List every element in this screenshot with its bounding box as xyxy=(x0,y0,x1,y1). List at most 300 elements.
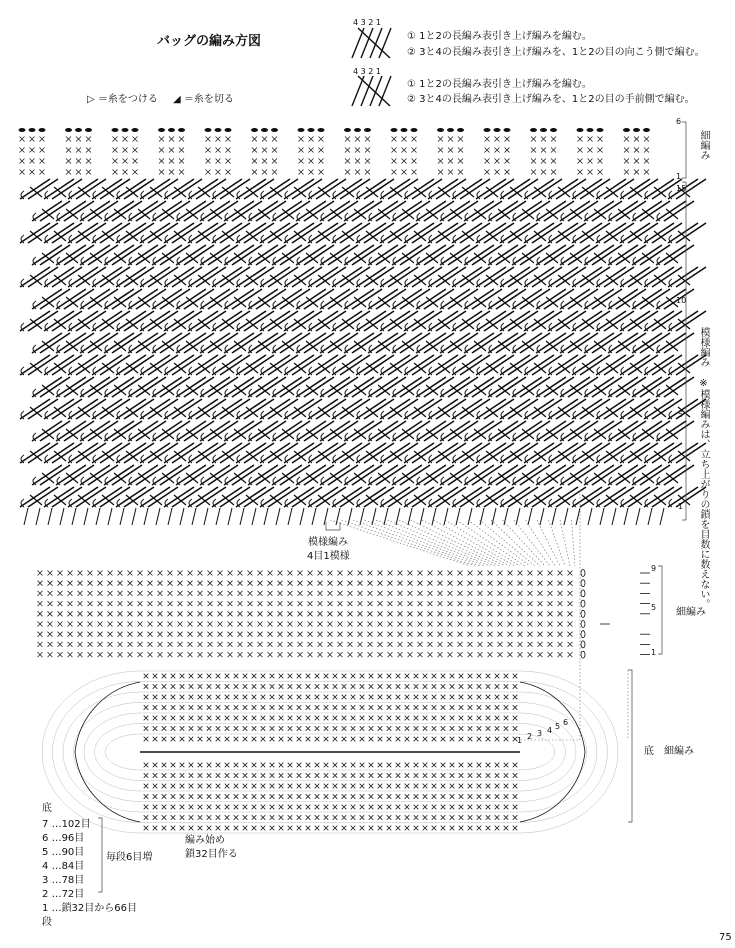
sc-stitch xyxy=(477,763,482,768)
sc-stitch xyxy=(48,601,53,606)
sc-stitch xyxy=(207,815,212,820)
sc-stitch xyxy=(360,794,365,799)
sc-stitch xyxy=(123,148,128,153)
sc-stitch xyxy=(518,601,523,606)
sc-stitch xyxy=(118,652,123,657)
sc-stitch xyxy=(428,601,433,606)
sc-stitch xyxy=(498,601,503,606)
cable-post xyxy=(656,245,686,265)
sc-stitch xyxy=(508,611,513,616)
base-post xyxy=(528,508,532,525)
sc-stitch xyxy=(252,726,257,731)
sc-stitch xyxy=(88,652,93,657)
side-row-number: 5 xyxy=(651,603,657,612)
sc-stitch xyxy=(388,571,393,576)
sc-stitch xyxy=(387,726,392,731)
round-row: 2 …72目 xyxy=(42,889,85,900)
sc-stitch xyxy=(299,159,304,164)
sc-stitch xyxy=(477,705,482,710)
sc-stitch xyxy=(548,622,553,627)
sc-stitch xyxy=(138,632,143,637)
sc-stitch xyxy=(216,716,221,721)
sc-stitch xyxy=(387,763,392,768)
sc-stitch xyxy=(498,581,503,586)
base-post xyxy=(264,508,268,525)
sc-stitch xyxy=(198,826,203,831)
sc-stitch xyxy=(98,642,103,647)
sc-stitch xyxy=(188,632,193,637)
sc-stitch xyxy=(144,763,149,768)
sc-stitch xyxy=(261,695,266,700)
sc-stitch xyxy=(188,611,193,616)
sc-stitch xyxy=(198,815,203,820)
chain-stitch xyxy=(19,128,26,132)
sc-stitch xyxy=(248,622,253,627)
sc-stitch xyxy=(306,763,311,768)
sc-stitch xyxy=(448,622,453,627)
sc-stitch xyxy=(78,652,83,657)
sc-stitch xyxy=(441,763,446,768)
sc-stitch xyxy=(38,642,43,647)
base-post xyxy=(384,508,388,525)
sc-stitch xyxy=(378,784,383,789)
sc-stitch xyxy=(208,591,213,596)
sc-stitch xyxy=(198,581,203,586)
sc-stitch xyxy=(378,684,383,689)
sc-stitch xyxy=(513,726,518,731)
sc-stitch xyxy=(388,611,393,616)
side-row-number: 1 xyxy=(651,648,657,657)
sc-stitch xyxy=(360,716,365,721)
sc-stitch xyxy=(368,652,373,657)
sc-stitch xyxy=(369,815,374,820)
chain-stitch xyxy=(457,128,464,132)
sc-stitch xyxy=(348,632,353,637)
sc-stitch xyxy=(198,674,203,679)
sc-stitch xyxy=(531,170,536,175)
sc-stitch xyxy=(318,601,323,606)
sc-stitch xyxy=(333,805,338,810)
sc-stitch xyxy=(158,581,163,586)
sc-stitch xyxy=(358,622,363,627)
sc-stitch xyxy=(459,805,464,810)
sc-stitch xyxy=(128,571,133,576)
sc-stitch xyxy=(243,705,248,710)
sc-stitch xyxy=(478,622,483,627)
sc-stitch xyxy=(477,716,482,721)
sc-stitch xyxy=(551,137,556,142)
sc-stitch xyxy=(378,642,383,647)
sc-stitch xyxy=(144,805,149,810)
sc-stitch xyxy=(531,148,536,153)
sc-stitch xyxy=(216,805,221,810)
sc-stitch xyxy=(306,773,311,778)
sc-stitch xyxy=(118,622,123,627)
sc-stitch xyxy=(504,815,509,820)
sc-stitch xyxy=(513,784,518,789)
sc-stitch xyxy=(342,737,347,742)
sc-stitch xyxy=(405,705,410,710)
sc-stitch xyxy=(528,632,533,637)
sc-stitch xyxy=(498,652,503,657)
base-post xyxy=(600,508,604,525)
sc-stitch xyxy=(504,695,509,700)
sc-stitch xyxy=(392,137,397,142)
base-post xyxy=(228,508,232,525)
sc-stitch xyxy=(189,726,194,731)
turning-chain xyxy=(581,570,585,577)
sc-stitch xyxy=(324,826,329,831)
sc-stitch xyxy=(288,642,293,647)
sc-stitch xyxy=(428,622,433,627)
sc-stitch xyxy=(248,591,253,596)
sc-stitch xyxy=(387,705,392,710)
sc-stitch xyxy=(360,815,365,820)
sc-stitch xyxy=(348,591,353,596)
sc-stitch xyxy=(66,137,71,142)
sc-stitch xyxy=(159,159,164,164)
sc-stitch xyxy=(278,611,283,616)
sc-stitch xyxy=(328,622,333,627)
sc-stitch xyxy=(369,726,374,731)
sc-stitch xyxy=(278,591,283,596)
sc-stitch xyxy=(438,591,443,596)
sc-stitch xyxy=(398,652,403,657)
sc-stitch xyxy=(261,815,266,820)
sc-stitch xyxy=(48,581,53,586)
sc-stitch xyxy=(279,737,284,742)
sc-stitch xyxy=(459,826,464,831)
sc-stitch xyxy=(450,805,455,810)
sc-stitch xyxy=(98,632,103,637)
sc-stitch xyxy=(396,784,401,789)
sc-stitch xyxy=(228,601,233,606)
sc-stitch xyxy=(108,591,113,596)
sc-stitch xyxy=(438,170,443,175)
sc-stitch xyxy=(297,815,302,820)
sc-stitch xyxy=(315,826,320,831)
sc-stitch xyxy=(408,571,413,576)
sc-stitch xyxy=(541,148,546,153)
sc-stitch xyxy=(360,684,365,689)
guide-line xyxy=(399,520,500,566)
sc-stitch xyxy=(252,737,257,742)
sc-stitch xyxy=(468,784,473,789)
chain-stitch xyxy=(391,128,398,132)
sc-stitch xyxy=(297,737,302,742)
sc-stitch xyxy=(328,601,333,606)
sc-stitch xyxy=(338,611,343,616)
sc-stitch xyxy=(508,622,513,627)
sc-stitch xyxy=(226,148,231,153)
sc-stitch xyxy=(315,763,320,768)
sc-stitch xyxy=(387,737,392,742)
sc-stitch xyxy=(504,716,509,721)
sc-stitch xyxy=(418,611,423,616)
sc-stitch xyxy=(488,601,493,606)
guide-line xyxy=(342,520,476,566)
guide-line xyxy=(330,520,470,566)
sc-stitch xyxy=(144,737,149,742)
sc-stitch xyxy=(369,784,374,789)
sc-stitch xyxy=(148,622,153,627)
sc-stitch xyxy=(298,591,303,596)
sc-stitch xyxy=(270,826,275,831)
sc-stitch xyxy=(498,571,503,576)
sc-stitch xyxy=(548,591,553,596)
sc-stitch xyxy=(518,581,523,586)
sc-stitch xyxy=(153,784,158,789)
round-row: 6 …96目 xyxy=(42,833,85,844)
turning-chain xyxy=(581,590,585,597)
base-post xyxy=(564,508,568,525)
sc-stitch xyxy=(270,794,275,799)
sc-stitch xyxy=(153,815,158,820)
sc-stitch xyxy=(508,601,513,606)
sc-stitch xyxy=(297,805,302,810)
chain-stitch xyxy=(530,128,537,132)
sc-stitch xyxy=(365,148,370,153)
sc-stitch xyxy=(378,726,383,731)
sc-stitch xyxy=(68,581,73,586)
sc-stitch xyxy=(58,581,63,586)
top-sc-label: 細編み xyxy=(698,130,709,160)
sc-stitch xyxy=(459,763,464,768)
sc-stitch xyxy=(448,137,453,142)
sc-stitch xyxy=(118,601,123,606)
sc-stitch xyxy=(358,601,363,606)
sc-stitch xyxy=(243,773,248,778)
sc-stitch xyxy=(405,716,410,721)
sc-stitch xyxy=(468,611,473,616)
sc-stitch xyxy=(207,805,212,810)
sc-stitch xyxy=(412,137,417,142)
sc-stitch xyxy=(68,632,73,637)
increase-note: 毎段6目増 xyxy=(106,852,153,863)
round-number: 1 xyxy=(517,736,523,745)
sc-stitch xyxy=(450,716,455,721)
base-post xyxy=(204,508,208,525)
sc-stitch xyxy=(234,705,239,710)
sc-stitch xyxy=(568,571,573,576)
sc-stitch xyxy=(504,805,509,810)
sc-stitch xyxy=(171,737,176,742)
sc-stitch xyxy=(319,137,324,142)
sc-stitch xyxy=(392,159,397,164)
sc-stitch xyxy=(270,763,275,768)
sc-stitch xyxy=(278,632,283,637)
sc-stitch xyxy=(459,705,464,710)
sc-stitch xyxy=(270,784,275,789)
sc-stitch xyxy=(216,794,221,799)
sc-stitch xyxy=(98,652,103,657)
row-number: 15 xyxy=(676,184,687,193)
sc-stitch xyxy=(158,622,163,627)
cable-post xyxy=(668,223,698,243)
sc-stitch xyxy=(258,611,263,616)
sc-stitch xyxy=(388,591,393,596)
sc-stitch xyxy=(450,726,455,731)
sc-stitch xyxy=(315,695,320,700)
sc-stitch xyxy=(158,611,163,616)
sc-stitch xyxy=(498,591,503,596)
sc-stitch xyxy=(188,591,193,596)
sc-stitch xyxy=(624,137,629,142)
sc-stitch xyxy=(272,137,277,142)
sc-stitch xyxy=(225,684,230,689)
sc-stitch xyxy=(459,716,464,721)
start-label: 編み始め xyxy=(185,835,225,846)
sc-stitch xyxy=(279,674,284,679)
sc-stitch xyxy=(324,773,329,778)
sc-stitch xyxy=(548,601,553,606)
sc-stitch xyxy=(128,622,133,627)
sc-stitch xyxy=(315,773,320,778)
sc-stitch xyxy=(414,705,419,710)
sc-stitch xyxy=(178,581,183,586)
sc-stitch xyxy=(243,826,248,831)
sc-stitch xyxy=(504,726,509,731)
sc-stitch xyxy=(486,716,491,721)
sc-stitch xyxy=(297,674,302,679)
sc-stitch xyxy=(342,784,347,789)
sc-stitch xyxy=(279,726,284,731)
sc-stitch xyxy=(128,581,133,586)
sc-stitch xyxy=(360,763,365,768)
sc-stitch xyxy=(40,148,45,153)
sc-stitch xyxy=(458,611,463,616)
sc-stitch xyxy=(333,705,338,710)
sc-stitch xyxy=(408,642,413,647)
sc-stitch xyxy=(432,826,437,831)
sc-stitch xyxy=(387,815,392,820)
sc-stitch xyxy=(423,695,428,700)
sc-stitch xyxy=(468,652,473,657)
sc-stitch xyxy=(423,684,428,689)
sc-stitch xyxy=(396,684,401,689)
sc-stitch xyxy=(308,652,313,657)
sc-stitch xyxy=(288,632,293,637)
sc-stitch xyxy=(216,159,221,164)
sc-stitch xyxy=(268,652,273,657)
sc-stitch xyxy=(324,705,329,710)
sc-stitch xyxy=(441,815,446,820)
round-number: 2 xyxy=(527,732,533,741)
symbol-back-numbers: 4 3 2 1 xyxy=(353,67,381,76)
sc-stitch xyxy=(138,652,143,657)
sc-stitch xyxy=(68,652,73,657)
sc-stitch xyxy=(188,652,193,657)
sc-stitch xyxy=(448,642,453,647)
sc-stitch xyxy=(128,611,133,616)
sc-stitch xyxy=(423,737,428,742)
sc-stitch xyxy=(495,170,500,175)
sc-stitch xyxy=(252,773,257,778)
cable-post xyxy=(668,311,698,331)
sc-stitch xyxy=(405,815,410,820)
sc-stitch xyxy=(333,737,338,742)
sc-stitch xyxy=(261,716,266,721)
sc-stitch xyxy=(528,581,533,586)
sc-stitch xyxy=(234,726,239,731)
sc-stitch xyxy=(568,652,573,657)
sc-stitch xyxy=(498,642,503,647)
sc-stitch xyxy=(234,737,239,742)
sc-stitch xyxy=(342,695,347,700)
sc-stitch xyxy=(153,737,158,742)
turning-chain xyxy=(581,600,585,607)
sc-stitch xyxy=(513,773,518,778)
sc-stitch xyxy=(378,591,383,596)
sc-stitch xyxy=(495,674,500,679)
sc-stitch xyxy=(459,695,464,700)
sc-stitch xyxy=(318,591,323,596)
symbol-back-step2: ② 3と4の長編み表引き上げ編みを、1と2の目の手前側で編む。 xyxy=(407,94,695,105)
sc-stitch xyxy=(148,642,153,647)
sc-stitch xyxy=(324,794,329,799)
sc-stitch xyxy=(369,695,374,700)
sc-stitch xyxy=(40,170,45,175)
chain-stitch xyxy=(504,128,511,132)
legend-attach-yarn: ▷ ＝糸をつける xyxy=(87,94,158,105)
sc-stitch xyxy=(162,784,167,789)
sc-stitch xyxy=(218,601,223,606)
sc-stitch xyxy=(518,591,523,596)
sc-stitch xyxy=(218,581,223,586)
sc-stitch xyxy=(418,642,423,647)
symbol-front-numbers: 4 3 2 1 xyxy=(353,18,381,27)
sc-stitch xyxy=(378,805,383,810)
sc-stitch xyxy=(206,148,211,153)
sc-stitch xyxy=(118,642,123,647)
sc-stitch xyxy=(518,611,523,616)
chain-stitch xyxy=(75,128,82,132)
sc-stitch xyxy=(318,581,323,586)
base-post xyxy=(168,508,172,525)
sc-stitch xyxy=(342,805,347,810)
sc-stitch xyxy=(279,763,284,768)
sc-stitch xyxy=(208,642,213,647)
sc-stitch xyxy=(178,571,183,576)
sc-stitch xyxy=(248,611,253,616)
sc-stitch xyxy=(438,148,443,153)
sc-stitch xyxy=(318,571,323,576)
sc-stitch xyxy=(351,716,356,721)
sc-stitch xyxy=(459,674,464,679)
sc-stitch xyxy=(432,784,437,789)
round-number: 4 xyxy=(547,726,553,735)
sc-stitch xyxy=(387,826,392,831)
guide-line xyxy=(388,520,496,566)
sc-stitch xyxy=(144,784,149,789)
sc-stitch xyxy=(414,684,419,689)
sc-stitch xyxy=(38,622,43,627)
sc-stitch xyxy=(278,571,283,576)
sc-stitch xyxy=(477,805,482,810)
sc-stitch xyxy=(405,726,410,731)
sc-stitch xyxy=(441,726,446,731)
sc-stitch xyxy=(118,581,123,586)
sc-stitch xyxy=(261,705,266,710)
sc-stitch xyxy=(225,826,230,831)
sc-stitch xyxy=(76,159,81,164)
sc-stitch xyxy=(216,737,221,742)
sc-stitch xyxy=(88,591,93,596)
sc-stitch xyxy=(108,581,113,586)
sc-stitch xyxy=(180,684,185,689)
sc-stitch xyxy=(243,695,248,700)
sc-stitch xyxy=(396,805,401,810)
